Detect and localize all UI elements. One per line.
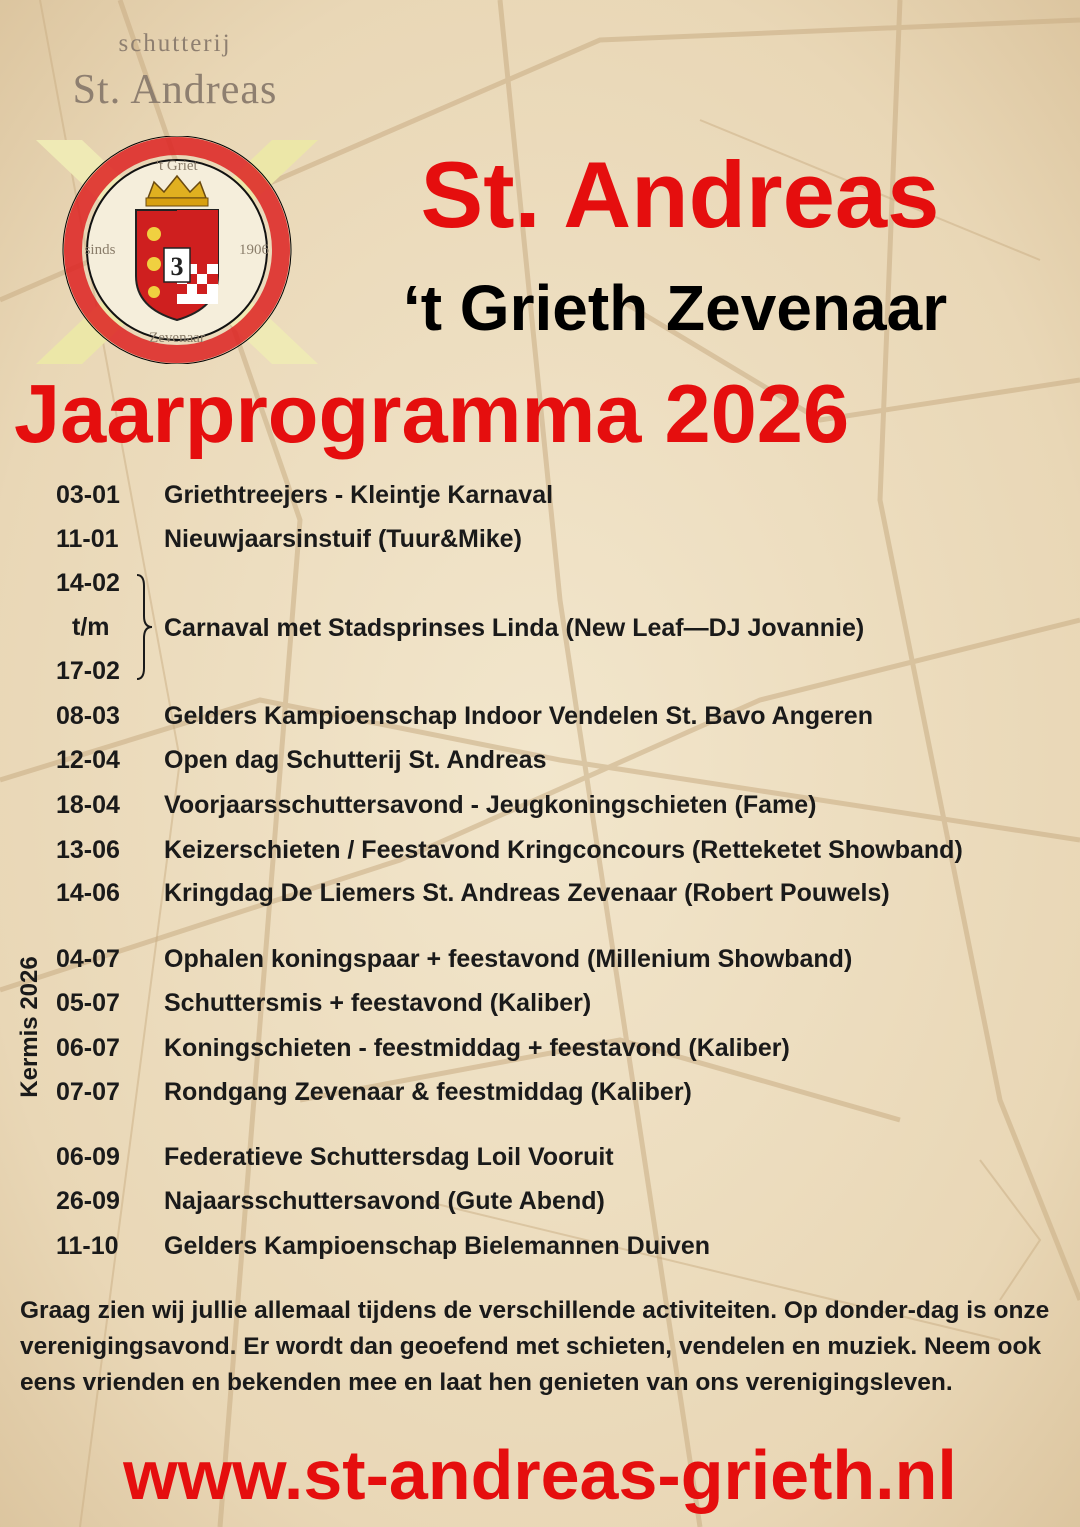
range-end-date: 17-02 (56, 657, 120, 685)
club-small-name: St. Andreas (72, 67, 278, 113)
schedule-date: 14-06 (56, 879, 120, 907)
club-small-label: schutterij (118, 30, 232, 57)
schedule-event: Schuttersmis + feestavond (Kaliber) (164, 989, 592, 1017)
logo-left-text: sinds (84, 242, 116, 258)
schedule-event: Voorjaarsschuttersavond - Jeugkoningschieten (Fame) (164, 791, 817, 819)
schedule-event: Keizerschieten / Feestavond Kringconcours (Retteketet Showband) (164, 836, 963, 864)
schedule-event: Nieuwjaarsinstuif (Tuur&Mike) (164, 525, 522, 553)
schedule-date: 13-06 (56, 836, 120, 864)
schedule-date: 26-09 (56, 1187, 120, 1215)
schedule-date: 12-04 (56, 746, 120, 774)
logo-right-text: 1906 (239, 242, 269, 258)
schedule-date: 04-07 (56, 945, 120, 973)
schedule-event: Kringdag De Liemers St. Andreas Zevenaar (Robert Pouwels) (164, 879, 890, 907)
schedule-date: 06-09 (56, 1143, 120, 1171)
schedule-date: 06-07 (56, 1034, 120, 1062)
main-title: St. Andreas (420, 142, 940, 247)
schedule-date: 11-01 (56, 525, 119, 553)
logo-top-text: 't Griet (156, 158, 198, 174)
schedule-event: Rondgang Zevenaar & feestmiddag (Kaliber) (164, 1078, 692, 1106)
schedule-event: Ophalen koningspaar + feestavond (Millenium Showband) (164, 945, 853, 973)
schedule-date: 08-03 (56, 702, 120, 730)
logo-bottom-text: Zevenaar (149, 330, 205, 346)
schedule-event: Open dag Schutterij St. Andreas (164, 746, 547, 774)
shield-number: 3 (170, 252, 184, 281)
schedule-date: 05-07 (56, 989, 120, 1017)
schedule-event: Carnaval met Stadsprinses Linda (New Leaf—DJ Jovannie) (164, 614, 865, 642)
schedule-event: Gelders Kampioenschap Indoor Vendelen St. Bavo Angeren (164, 702, 873, 730)
range-separator: t/m (72, 613, 110, 641)
schedule-event: Gelders Kampioenschap Bielemannen Duiven (164, 1232, 710, 1260)
schedule-date: 07-07 (56, 1078, 120, 1106)
range-brace (134, 572, 156, 682)
website-url[interactable]: www.st-andreas-grieth.nl (123, 1436, 957, 1514)
footer-text: Graag zien wij jullie allemaal tijdens de verschillende activiteiten. Op donder-dag is onze verenigingsavond. Er wordt dan geoefend met schieten, vendelen en muziek. Neem ook eens vrienden en bekenden mee en laat hen genieten van ons verenigingsleven. (20, 1297, 1050, 1396)
schedule-date: 11-10 (56, 1232, 119, 1260)
range-start-date: 14-02 (56, 569, 120, 597)
schedule-event: Federatieve Schuttersdag Loil Vooruit (164, 1143, 614, 1171)
schedule-event: Griethtreejers - Kleintje Karnaval (164, 481, 554, 509)
club-logo (36, 136, 318, 364)
schedule-event: Koningschieten - feestmiddag + feestavond (Kaliber) (164, 1034, 790, 1062)
schedule-date: 18-04 (56, 791, 120, 819)
schedule-event: Najaarsschuttersavond (Gute Abend) (164, 1187, 605, 1215)
subtitle: ‘t Grieth Zevenaar (402, 272, 948, 344)
schedule-date: 03-01 (56, 481, 120, 509)
program-title: Jaarprogramma 2026 (14, 367, 850, 460)
